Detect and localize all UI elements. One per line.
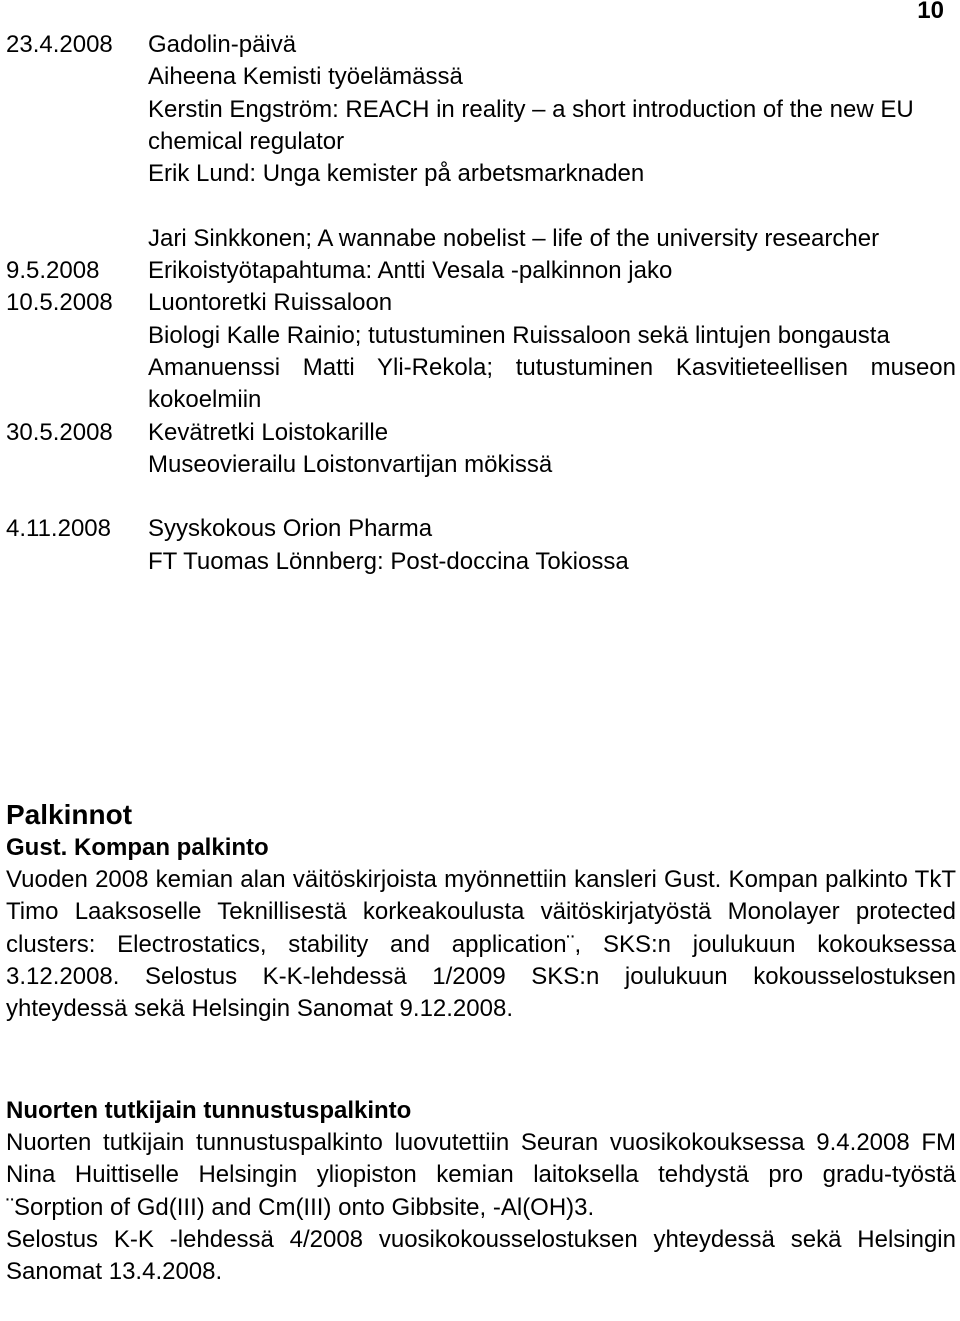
young-award-text: Nuorten tutkijain tunnustuspalkinto luovutettiin Seuran vuosikokouksessa 9.4.2008 FM Nina Huittiselle Helsingin yliopiston kemian laitoksella tehdystä pro gradu-työstä ¨Sorption of Gd(III) and Cm(III) onto Gibbsite, -Al(OH)3.: [6, 1129, 956, 1221]
event-line: Biologi Kalle Rainio; tutustuminen Ruissaloon sekä lintujen bongausta: [148, 321, 890, 349]
page-number: 10: [917, 0, 944, 24]
event-list: [6, 29, 956, 578]
kompan-award-title: Gust. Kompan palkinto: [6, 834, 269, 861]
event-line: Kerstin Engström: REACH in reality – a short introduction of the new EU chemical regulator: [148, 95, 914, 155]
event-line: Syyskokous Orion Pharma: [148, 515, 433, 543]
young-award-text-2: Selostus K-K -lehdessä 4/2008 vuosikokousselostuksen yhteydessä sekä Helsingin Sanomat 13.4.2008.: [6, 1225, 956, 1286]
event-line: Amanuenssi Matti Yli-Rekola; tutustuminen Kasvitieteellisen museon kokoelmiin: [148, 353, 956, 414]
event-line: Erikoistyötapahtuma: Antti Vesala -palkinnon jako: [148, 257, 673, 285]
event-item: [6, 29, 956, 255]
young-researcher-award: [6, 1095, 956, 1288]
awards-section: [6, 798, 956, 1025]
event-line: Aiheena Kemisti työelämässä: [148, 63, 463, 91]
event-item: [6, 255, 956, 287]
event-date: 23.4.2008: [6, 31, 113, 58]
event-line: Kevätretki Loistokarille: [148, 418, 389, 446]
event-item: [6, 287, 956, 416]
event-line: Gadolin-päivä: [148, 31, 297, 58]
event-line: Erik Lund: Unga kemister på arbetsmarknaden: [148, 160, 645, 188]
event-date: 4.11.2008: [6, 515, 111, 543]
event-date: 9.5.2008: [6, 257, 100, 285]
awards-heading: Palkinnot: [6, 799, 133, 830]
event-item: [6, 513, 956, 578]
kompan-award-text: Vuoden 2008 kemian alan väitöskirjoista myönnettiin kansleri Gust. Kompan palkinto TkT Timo Laaksoselle Teknillisestä korkeakoulusta väitöskirjatyöstä Monolayer protected clusters: Electrostatics, stability and application¨, SKS:n joulukuun kokouksessa 3.12.2008. Selostus K-K-lehdessä 1/2009 SKS:n joulukuun kokousselostuksen yhteydessä sekä Helsingin Sanomat 9.12.2008.: [6, 866, 956, 1023]
event-date: 10.5.2008: [6, 289, 113, 317]
event-line: FT Tuomas Lönnberg: Post-doccina Tokiossa: [148, 547, 629, 575]
event-date: 30.5.2008: [6, 418, 113, 446]
event-line: Jari Sinkkonen; A wannabe nobelist – life of the university researcher: [148, 224, 880, 252]
event-line: Museovierailu Loistonvartijan mökissä: [148, 450, 553, 478]
event-line: Luontoretki Ruissaloon: [148, 289, 393, 317]
event-item: [6, 417, 956, 482]
young-award-title: Nuorten tutkijain tunnustuspalkinto: [6, 1097, 412, 1124]
